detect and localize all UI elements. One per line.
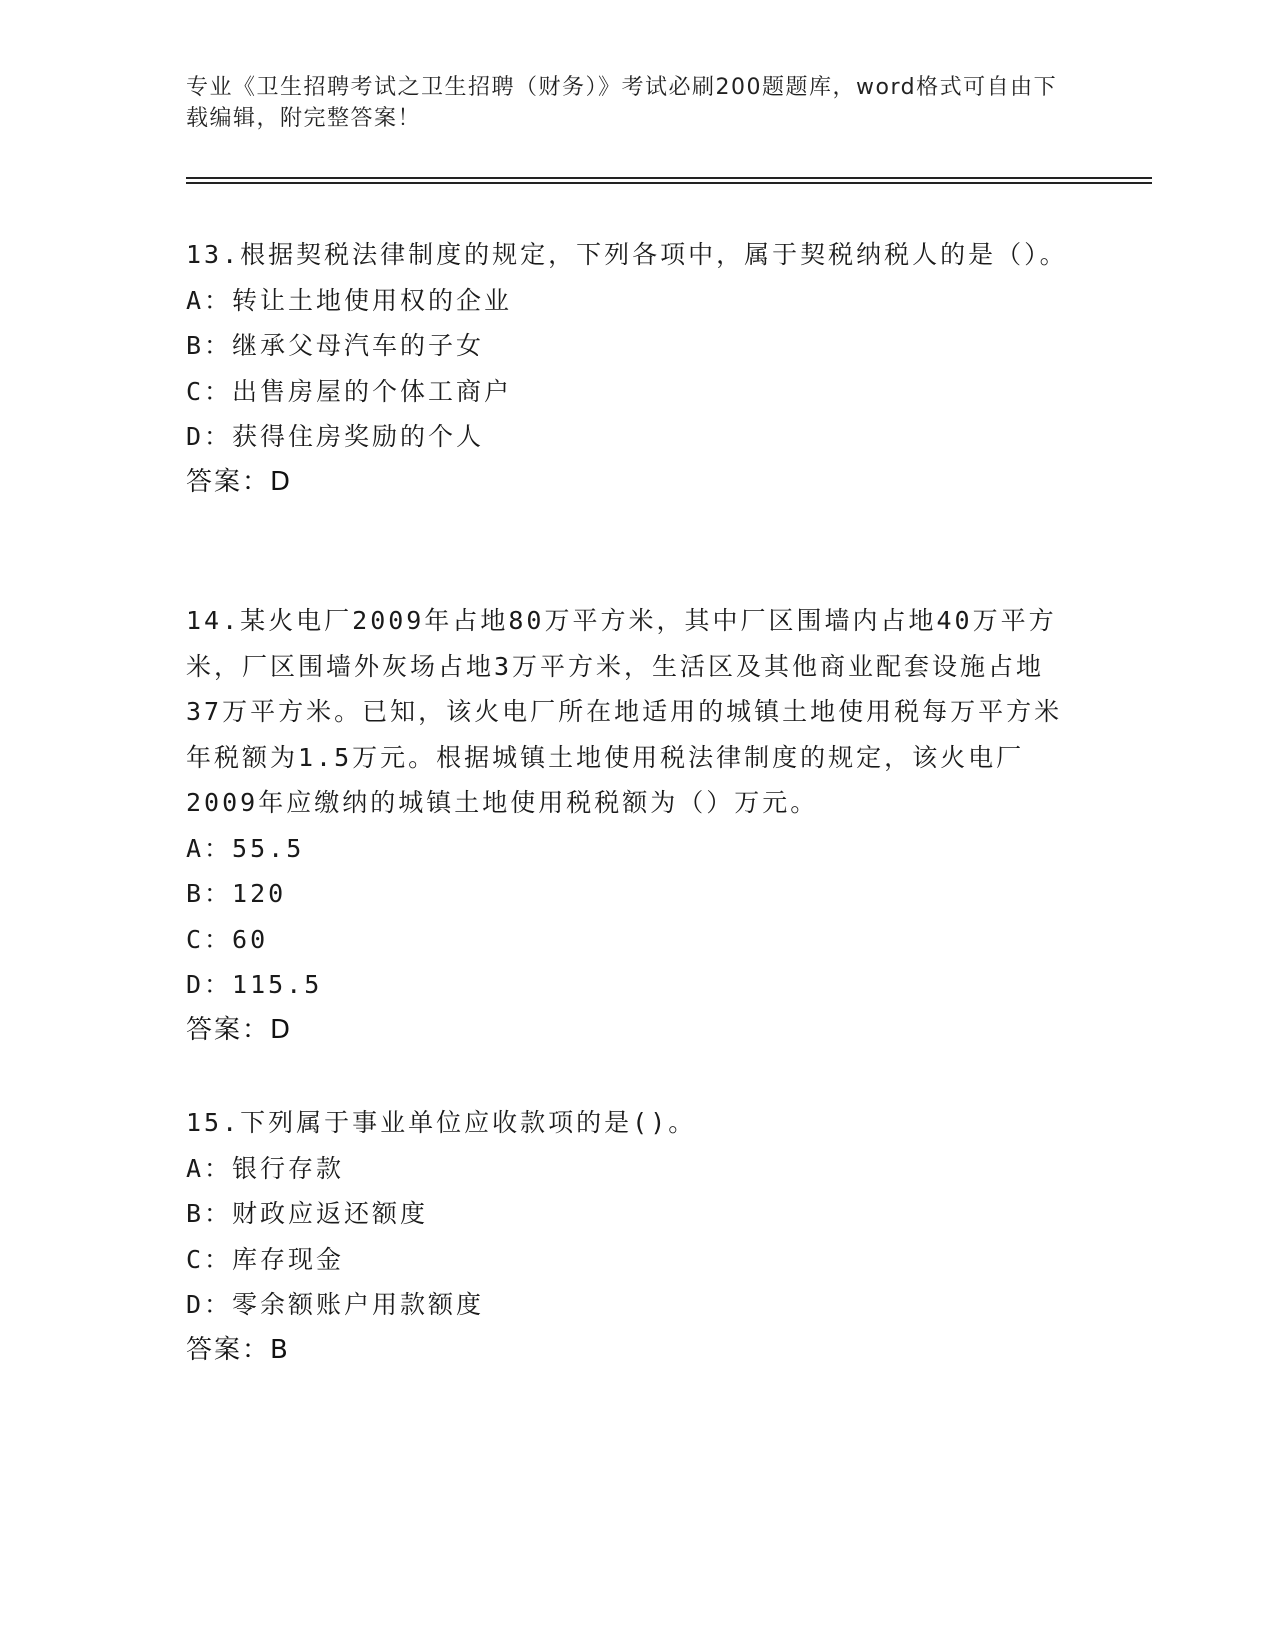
option-b: B：继承父母汽车的子女	[186, 331, 485, 360]
answer: 答案：D	[186, 466, 293, 497]
option-c: C：出售房屋的个体工商户	[186, 376, 513, 406]
option-d: D：零余额账户用款额度	[186, 1290, 485, 1319]
option-b: B：120	[186, 879, 287, 908]
option-b: B：财政应返还额度	[186, 1199, 429, 1228]
option-c: C：库存现金	[186, 1244, 345, 1274]
question-14	[186, 598, 1076, 1053]
document-header: 专业《卫生招聘考试之卫生招聘（财务）》考试必刷200题题库，word格式可自由下载编辑，附完整答案！	[186, 75, 1058, 131]
question-stem: 14.某火电厂2009年占地80万平方米，其中厂区围墙内占地40万平方米，厂区围墙外灰场占地3万平方米，生活区及其他商业配套设施占地37万平方米。已知，该火电厂所在地适用的城镇土地使用税每万平方米年税额为1.5万元。根据城镇土地使用税法律制度的规定，该火电厂2009年应缴纳的城镇土地使用税税额为（）万元。	[186, 606, 1063, 817]
answer: 答案：B	[186, 1334, 290, 1365]
option-a: A：转让土地使用权的企业	[186, 285, 513, 315]
header-divider-bottom	[186, 182, 1152, 184]
option-a: A：55.5	[186, 833, 305, 863]
question-stem: 15.下列属于事业单位应收款项的是()。	[186, 1108, 697, 1137]
header-divider-top	[186, 177, 1152, 179]
option-d: D：115.5	[186, 970, 323, 999]
question-stem: 13.根据契税法律制度的规定，下列各项中，属于契税纳税人的是（）。	[186, 240, 1068, 269]
option-d: D：获得住房奖励的个人	[186, 422, 485, 451]
question-15	[186, 1100, 1076, 1373]
option-a: A：银行存款	[186, 1153, 345, 1183]
answer: 答案：D	[186, 1014, 293, 1045]
question-13	[186, 232, 1076, 505]
option-c: C：60	[186, 924, 269, 954]
